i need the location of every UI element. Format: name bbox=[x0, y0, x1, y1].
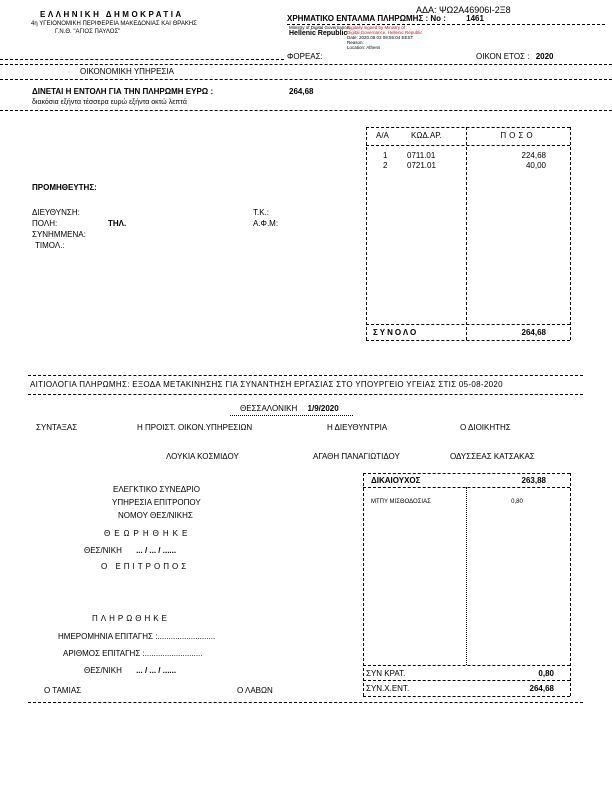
supplier-label: ΠΡΟΜΗΘΕΥΤΗΣ: bbox=[32, 183, 97, 192]
deductions-total-amount: 0,80 bbox=[538, 669, 554, 678]
fiscal-year-label: ΟΙΚΟΝ ΕΤΟΣ : bbox=[476, 52, 530, 61]
table-vline-left bbox=[366, 127, 367, 340]
table-vline-right bbox=[570, 127, 571, 340]
audit-court: ΕΛΕΓΚΤΙΚΟ ΣΥΝΕΔΡΙΟ bbox=[113, 485, 200, 494]
signature-role: Η ΔΙΕΥΘΥΝΤΡΙΑ bbox=[327, 423, 388, 432]
col-header-code: ΚΩΔ.ΑΡ. bbox=[411, 131, 442, 140]
table-row-code: 0721.01 bbox=[407, 161, 436, 170]
signature-name: ΟΔΥΣΣΕΑΣ ΚΑΤΣΑΚΑΣ bbox=[450, 452, 535, 461]
dashed-line bbox=[0, 64, 612, 65]
beneficiary-vline-mid bbox=[466, 487, 467, 665]
deductions-total-label: ΣΥΝ ΚΡΑΤ. bbox=[366, 669, 406, 678]
beneficiary-underline bbox=[363, 487, 570, 488]
paid-place-line bbox=[84, 666, 176, 675]
beneficiary-vline-right bbox=[570, 473, 571, 696]
signature-name: ΑΓΑΘΗ ΠΑΝΑΓΙΩΤΙΔΟΥ bbox=[313, 452, 400, 461]
total-label: ΣΥΝΟΛΟ bbox=[373, 328, 419, 337]
dashed-line bbox=[0, 110, 612, 111]
check-number-label: ΑΡΙΘΜΟΣ ΕΠΙΤΑΓΗΣ :.......................... bbox=[63, 649, 203, 658]
audit-prefecture: ΝΟΜΟΥ ΘΕΣ/ΝΙΚΗΣ bbox=[118, 511, 193, 520]
stamp-signer-name: Hellenic Republic bbox=[289, 30, 348, 37]
issue-city: ΘΕΣΣΑΛΟΝΙΚΗ bbox=[240, 404, 298, 413]
doc-title-line bbox=[287, 14, 484, 23]
paid-date-dots: ... / ... / ...... bbox=[136, 666, 177, 675]
col-header-amount: ΠΟΣΟ bbox=[500, 131, 536, 140]
payee-label: Ο ΛΑΒΩΝ bbox=[237, 686, 273, 695]
afm-label: Α.Φ.Μ: bbox=[253, 219, 279, 228]
audit-place-line bbox=[84, 546, 176, 555]
attachments-label: ΣΥΝΗΜΜΕΝΑ: bbox=[32, 230, 86, 239]
check-date-label: ΗΜΕΡΟΜΗΝΙΑ ΕΠΙΤΑΓΗΣ :.......................... bbox=[58, 632, 216, 641]
address-label: ΔΙΕΥΘΥΝΣΗ: bbox=[32, 208, 80, 217]
signature-role: ΣΥΝΤΑΞΑΣ bbox=[36, 423, 78, 432]
table-row-amount: 40,00 bbox=[525, 161, 546, 170]
stamp-detail-line: Date: 2020.09.03 09:55:04 EEST bbox=[347, 35, 414, 40]
fiscal-year-value: 2020 bbox=[535, 52, 554, 61]
dashed-line bbox=[28, 394, 583, 395]
beneficiary-top-line bbox=[363, 473, 570, 474]
signature-role: Η ΠΡΟΙΣΤ. ΟΙΚΟΝ.ΥΠΗΡΕΣΙΩΝ bbox=[137, 423, 253, 432]
signature-role: Ο ΔΙΟΙΚΗΤΗΣ bbox=[460, 423, 511, 432]
issue-date: 1/9/2020 bbox=[307, 404, 339, 413]
audit-commissioner-label: Ο ΕΠΙΤΡΟΠΟΣ bbox=[101, 562, 190, 571]
justification-text: ΑΙΤΙΟΛΟΓΙΑ ΠΛΗΡΩΜΗΣ: ΕΞΟΔΑ ΜΕΤΑΚΙΝΗΣΗΣ ΓΙΑ ΣΥΝΑΝΤΗΣΗ ΕΡΓΑΣΙΑΣ ΣΤΟ ΥΠΟΥΡΓΕΙΟ ΥΓΕΙΑΣ ΣΤΙΣ 05-08-2020 bbox=[30, 380, 503, 389]
invoice-label: ΤΙΜΟΛ.: bbox=[35, 241, 65, 250]
tel-label: ΤΗΛ. bbox=[108, 219, 127, 228]
totals-mid-line bbox=[363, 680, 570, 681]
net-total-label: ΣΥΝ.Χ.ΕΝΤ. bbox=[366, 684, 410, 693]
cashier-label: Ο ΤΑΜΙΑΣ bbox=[44, 686, 82, 695]
ada-code: ΑΔΑ: ΨΩ2Α46906Ι-2Ξ8 bbox=[416, 5, 511, 15]
total-bottom-line bbox=[366, 340, 570, 341]
order-amount: 264,68 bbox=[289, 87, 314, 96]
table-row-amount: 224,68 bbox=[521, 151, 546, 160]
table-top-line bbox=[366, 127, 570, 128]
doc-number: 1461 bbox=[466, 14, 484, 23]
paid-title: ΠΛΗΡΩΘΗΚΕ bbox=[92, 614, 170, 623]
deduction-amount: 0,80 bbox=[511, 499, 523, 505]
stamp-detail-line: Location: Athens bbox=[347, 45, 381, 50]
foreas-label: ΦΟΡΕΑΣ: bbox=[287, 52, 323, 61]
audit-approved-label: ΘΕΩΡΗΘΗΚΕ bbox=[104, 529, 192, 538]
dashed-line bbox=[0, 59, 284, 60]
stamp-detail-line: Digitally signed by Ministry of bbox=[347, 25, 406, 30]
beneficiary-label: ΔΙΚΑΙΟΥΧΟΣ bbox=[371, 476, 421, 485]
stamp-signer-prefix: Ministry of Digital Governance, bbox=[289, 25, 351, 30]
table-row-code: 0711.01 bbox=[407, 151, 436, 160]
beneficiary-vline-left bbox=[363, 473, 364, 696]
org-name: 4η ΥΓΕΙΟΝΟΜΙΚΗ ΠΕΡΙΦΕΡΕΙΑ ΜΑΚΕΔΟΝΙΑΣ ΚΑΙ ΘΡΑΚΗΣ bbox=[31, 21, 197, 27]
stamp-detail-line: Digital Governance, Hellenic Republic bbox=[347, 30, 423, 35]
totals-top-line bbox=[363, 665, 570, 666]
service-name: ΟΙΚΟΝΟΜΙΚΗ ΥΠΗΡΕΣΙΑ bbox=[80, 67, 174, 76]
amount-in-words: διακόσια εξήντα τέσσερα ευρώ εξήντα οκτώ λεπτά bbox=[32, 99, 187, 106]
deduction-label: ΜΤΠΥ ΜΙΣΘΟΔΟΣΙΑΣ bbox=[371, 499, 431, 505]
audit-place: ΘΕΣ/ΝΙΚΗ bbox=[84, 546, 122, 555]
issue-date-line bbox=[230, 404, 353, 416]
audit-office: ΥΠΗΡΕΣΙΑ ΕΠΙΤΡΟΠΟΥ bbox=[112, 498, 201, 507]
fiscal-year-line bbox=[476, 52, 553, 61]
paid-place: ΘΕΣ/ΝΙΚΗ bbox=[84, 666, 122, 675]
totals-bottom-line bbox=[363, 696, 570, 697]
total-top-line bbox=[366, 324, 570, 325]
republic-title: ΕΛΛΗΝΙΚΗ ΔΗΜΟΚΡΑΤΙΑ bbox=[40, 10, 184, 19]
signature-name: ΛΟΥΚΙΑ ΚΟΣΜΙΔΟΥ bbox=[166, 452, 239, 461]
hospital-name: Γ.Ν.Θ. "ΑΓΙΟΣ ΠΑΥΛΟΣ" bbox=[55, 29, 121, 35]
col-header-aa: Α/Α bbox=[376, 131, 389, 140]
total-amount: 264,68 bbox=[521, 328, 546, 337]
table-row-aa: 2 bbox=[383, 161, 388, 170]
table-row-aa: 1 bbox=[383, 151, 388, 160]
city-label: ΠΟΛΗ: bbox=[32, 219, 58, 228]
order-label: ΔΙΝΕΤΑΙ Η ΕΝΤΟΛΗ ΓΙΑ ΤΗΝ ΠΛΗΡΩΜΗ ΕΥΡΩ : bbox=[32, 87, 214, 96]
table-header-line bbox=[366, 145, 570, 146]
dashed-line bbox=[0, 79, 612, 80]
net-total-amount: 264,68 bbox=[529, 684, 554, 693]
beneficiary-amount: 263,88 bbox=[521, 476, 546, 485]
doc-title: ΧΡΗΜΑΤΙΚΟ ΕΝΤΑΛΜΑ ΠΛΗΡΩΜΗΣ : Νο : bbox=[287, 14, 446, 23]
stamp-detail-line: Reason: bbox=[347, 40, 364, 45]
postal-code-label: Τ.Κ.: bbox=[253, 208, 270, 217]
page-bottom-line bbox=[28, 702, 583, 703]
audit-date-dots: ... / ... / ...... bbox=[136, 546, 177, 555]
dashed-line bbox=[28, 375, 583, 376]
